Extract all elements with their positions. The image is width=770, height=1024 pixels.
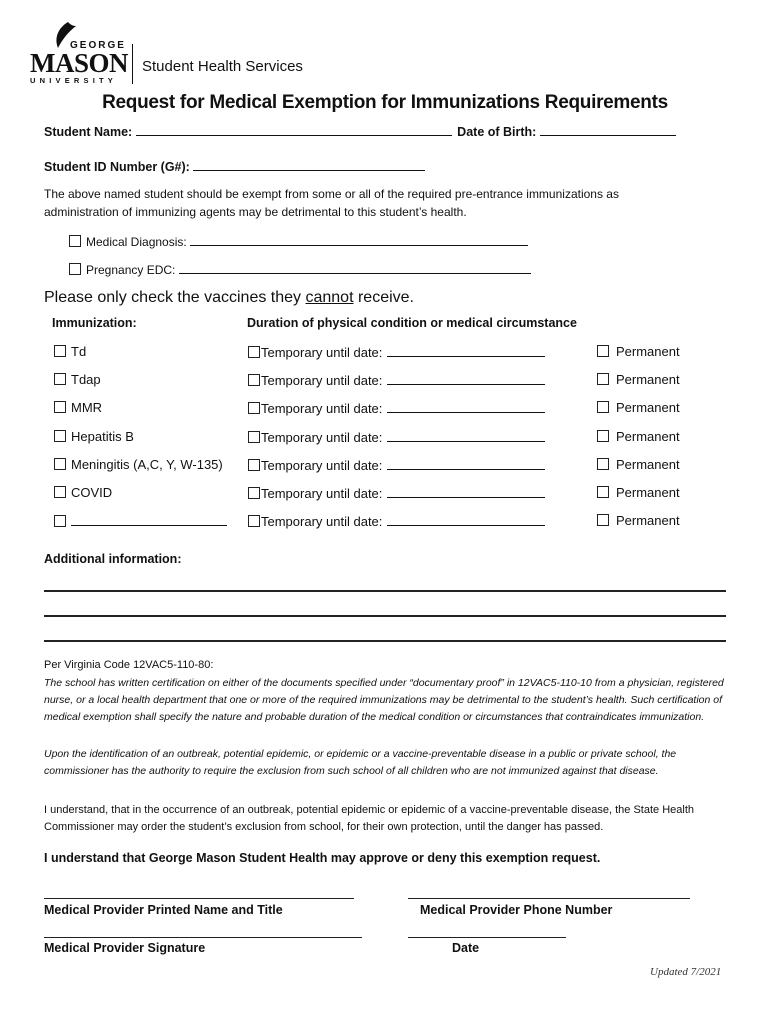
logo-divider <box>132 44 133 84</box>
temporary-checkbox[interactable] <box>248 431 260 443</box>
vaccine-name: Td <box>71 344 87 359</box>
provider-name-label: Medical Provider Printed Name and Title <box>44 903 283 917</box>
vaccine-cell <box>54 372 101 387</box>
intro-line-2: administration of immunizing agents may be detrimental to this student’s health. <box>44 205 467 219</box>
logo-george: GEORGE <box>70 40 126 51</box>
permanent-label: Permanent <box>616 457 680 472</box>
temporary-date-field[interactable] <box>387 372 545 385</box>
permanent-cell <box>597 513 680 528</box>
vaccine-checkbox[interactable] <box>54 401 66 413</box>
permanent-checkbox[interactable] <box>597 486 609 498</box>
temporary-cell <box>248 400 545 416</box>
virginia-code-ref: Per Virginia Code 12VAC5-110-80: <box>44 659 214 671</box>
student-name-field[interactable] <box>136 123 452 136</box>
permanent-label: Permanent <box>616 513 680 528</box>
permanent-cell <box>597 429 680 444</box>
vaccine-cell <box>54 485 112 500</box>
other-vaccine-field[interactable] <box>71 513 227 526</box>
check-instruction-emphasis: cannot <box>305 289 354 306</box>
vaccine-cell <box>54 344 86 359</box>
temporary-date-field[interactable] <box>387 344 545 357</box>
vaccine-name: COVID <box>71 485 113 500</box>
medical-diagnosis-label: Medical Diagnosis: <box>86 235 187 249</box>
additional-info-line-3[interactable] <box>44 640 726 642</box>
pregnancy-row <box>69 261 531 277</box>
additional-info-label: Additional information: <box>44 552 182 566</box>
vaccine-name: Hepatitis B <box>71 429 134 444</box>
temporary-date-field[interactable] <box>387 400 545 413</box>
temporary-checkbox[interactable] <box>248 487 260 499</box>
vaccine-checkbox[interactable] <box>54 430 66 442</box>
vaccine-cell <box>54 400 102 415</box>
temporary-date-field[interactable] <box>387 485 545 498</box>
temporary-label: Temporary until date: <box>261 486 383 501</box>
code-paragraph-1: The school has written certification on either of the documents specified under “documentary proof” in 12VAC5-110-10 from a physician, registered nurse, or a local health department that one or more of the required immunizations may be detrimental to the student’s health. Such certification of medical exemption shall specify the nature and probable duration of the medical condition or circumstances that contraindicates immunization. <box>44 677 724 723</box>
col-immunization-header: Immunization: <box>52 316 137 330</box>
additional-info-line-1[interactable] <box>44 590 726 592</box>
provider-signature-line[interactable] <box>44 937 362 938</box>
logo-university: UNIVERSITY <box>30 76 118 85</box>
temporary-checkbox[interactable] <box>248 459 260 471</box>
understand-paragraph: I understand, that in the occurrence of an outbreak, potential epidemic or epidemic of a vaccine-preventable disease, the State Health Commissioner may order the student’s exclusion from school, for their own protection, until the danger has passed. <box>44 804 695 833</box>
permanent-cell <box>597 400 680 415</box>
temporary-checkbox[interactable] <box>248 402 260 414</box>
temporary-cell <box>248 457 545 473</box>
permanent-cell <box>597 372 680 387</box>
medical-diagnosis-checkbox[interactable] <box>69 235 81 247</box>
university-logo <box>28 18 328 88</box>
medical-diagnosis-row <box>69 233 528 249</box>
student-name-label: Student Name: <box>44 125 133 139</box>
approve-statement: I understand that George Mason Student Health may approve or deny this exemption request. <box>44 851 601 865</box>
vaccine-name: Tdap <box>71 372 101 387</box>
permanent-checkbox[interactable] <box>597 430 609 442</box>
vaccine-name: Meningitis (A,C, Y, W-135) <box>71 457 223 472</box>
vaccine-checkbox[interactable] <box>54 515 66 527</box>
intro-line-1: The above named student should be exempt from some or all of the required pre-entrance immunizations as <box>44 187 619 201</box>
temporary-date-field[interactable] <box>387 457 545 470</box>
temporary-checkbox[interactable] <box>248 346 260 358</box>
student-id-field[interactable] <box>193 158 425 171</box>
permanent-checkbox[interactable] <box>597 458 609 470</box>
date-label: Date <box>452 941 480 955</box>
dob-field[interactable] <box>540 123 676 136</box>
permanent-checkbox[interactable] <box>597 373 609 385</box>
form-title: Request for Medical Exemption for Immunizations Requirements <box>102 92 668 113</box>
temporary-cell <box>248 485 545 501</box>
vaccine-name: MMR <box>71 400 103 415</box>
dob-label: Date of Birth: <box>457 125 537 139</box>
logo-department: Student Health Services <box>142 58 303 75</box>
permanent-label: Permanent <box>616 344 680 359</box>
temporary-cell <box>248 344 545 360</box>
permanent-label: Permanent <box>616 400 680 415</box>
check-instruction <box>44 289 414 307</box>
student-id-label: Student ID Number (G#): <box>44 160 190 174</box>
pregnancy-field[interactable] <box>179 261 531 274</box>
medical-diagnosis-field[interactable] <box>190 233 528 246</box>
temporary-checkbox[interactable] <box>248 515 260 527</box>
vaccine-checkbox[interactable] <box>54 486 66 498</box>
permanent-checkbox[interactable] <box>597 514 609 526</box>
permanent-label: Permanent <box>616 372 680 387</box>
pregnancy-label: Pregnancy EDC: <box>86 263 176 277</box>
temporary-label: Temporary until date: <box>261 458 383 473</box>
temporary-date-field[interactable] <box>387 429 545 442</box>
temporary-label: Temporary until date: <box>261 430 383 445</box>
vaccine-cell <box>54 457 223 472</box>
vaccine-checkbox[interactable] <box>54 345 66 357</box>
temporary-cell <box>248 429 545 445</box>
permanent-cell <box>597 344 680 359</box>
check-instruction-pre: Please only check the vaccines they <box>44 289 306 306</box>
pregnancy-checkbox[interactable] <box>69 263 81 275</box>
permanent-checkbox[interactable] <box>597 401 609 413</box>
temporary-cell <box>248 513 545 529</box>
vaccine-checkbox[interactable] <box>54 373 66 385</box>
provider-name-line[interactable] <box>44 898 354 899</box>
temporary-cell <box>248 372 545 388</box>
date-line[interactable] <box>408 937 566 938</box>
permanent-label: Permanent <box>616 429 680 444</box>
temporary-label: Temporary until date: <box>261 345 383 360</box>
provider-phone-label: Medical Provider Phone Number <box>420 903 613 917</box>
provider-signature-label: Medical Provider Signature <box>44 941 206 955</box>
vaccine-cell <box>54 429 134 444</box>
temporary-label: Temporary until date: <box>261 514 383 529</box>
permanent-cell <box>597 457 680 472</box>
temporary-checkbox[interactable] <box>248 374 260 386</box>
permanent-label: Permanent <box>616 485 680 500</box>
updated-note: Updated 7/2021 <box>650 966 722 978</box>
student-id-row <box>44 158 425 174</box>
provider-phone-line[interactable] <box>408 898 690 899</box>
check-instruction-post: receive. <box>353 289 414 306</box>
additional-info-line-2[interactable] <box>44 615 726 617</box>
temporary-date-field[interactable] <box>387 513 545 526</box>
temporary-label: Temporary until date: <box>261 401 383 416</box>
logo-mason: MASON <box>30 48 128 78</box>
code-paragraph-2: Upon the identification of an outbreak, potential epidemic, or epidemic or a vaccine-preventable disease in a public or private school, the commissioner has the authority to require the exclusion from such school of all children who are not immunized against that disease. <box>44 748 677 777</box>
vaccine-checkbox[interactable] <box>54 458 66 470</box>
permanent-checkbox[interactable] <box>597 345 609 357</box>
student-name-row <box>44 123 676 139</box>
temporary-label: Temporary until date: <box>261 373 383 388</box>
vaccine-cell <box>54 513 227 529</box>
permanent-cell <box>597 485 680 500</box>
col-duration-header: Duration of physical condition or medical circumstance <box>247 316 577 330</box>
